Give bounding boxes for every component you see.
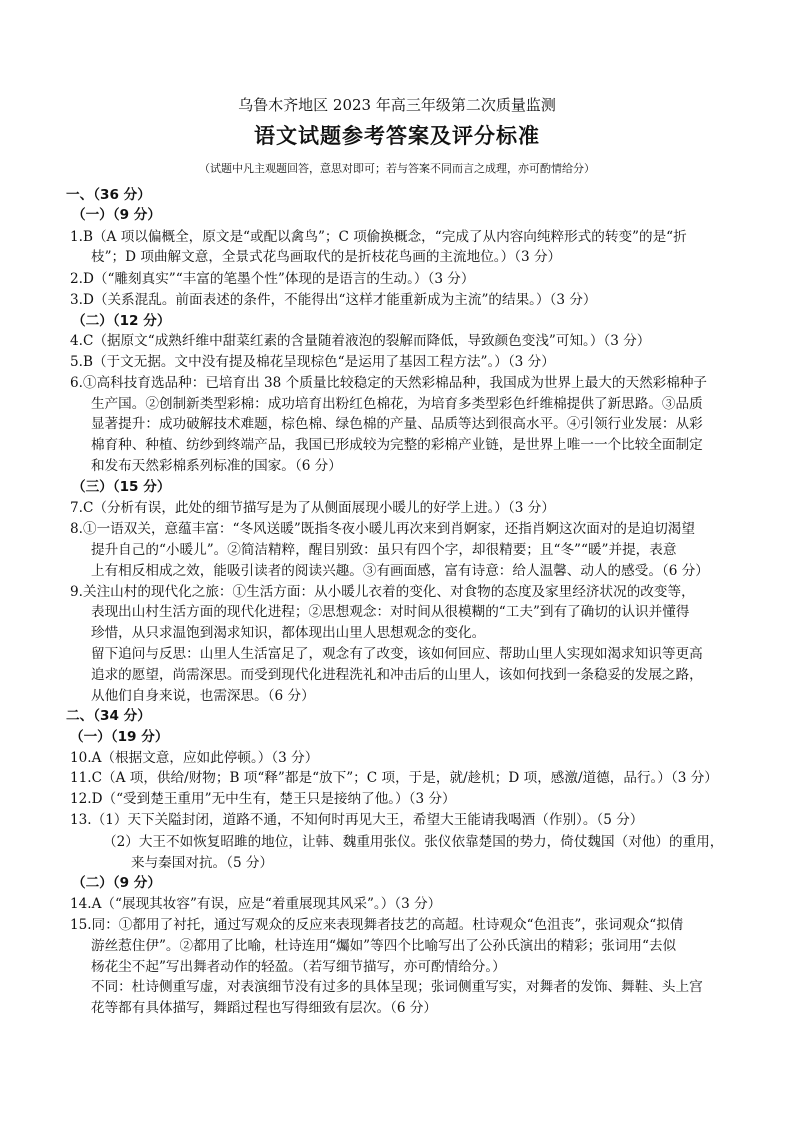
section-heading: （二）（12 分） [72,313,171,329]
answer-line: 14.A（“展现其妆容”有误，应是“着重展现其风采”。）（3 分） [70,896,442,912]
answer-line: 从他们自身来说，也需深思。（6 分） [91,688,315,704]
answer-line: 杨花尘不起”写出舞者动作的轻盈。（若写细节描写，亦可酌情给分。） [91,959,506,975]
answer-line: 11.C（A 项，供给/财物；B 项“释”都是“放下”；C 项，于是，就/趁机；D 项，感激/道德，品行。）（3 分） [70,770,718,786]
answer-line: 10.A（根据文意，应如此停顿。）（3 分） [70,750,319,766]
answer-line: 4.C（据原文“成熟纤维中甜菜红素的含量随着液泡的裂解而降低，导致颜色变浅”可知。）（3 分） [70,333,651,349]
section-heading: 一、（36 分） [66,187,151,203]
page-title: 语文试题参考答案及评分标准 [254,124,540,148]
section-heading: （一）（9 分） [72,207,161,223]
answer-line: 留下追问与反思：山里人生活富足了，观念有了改变，该如何回应、帮助山里人实现如渴求知识等更高 [91,646,703,662]
answer-line: 珍惜，从只求温饱到渴求知识，都体现出山里人思想观念的变化。 [91,625,486,641]
answer-line: （2）大王不如恢复昭雎的地位，让韩、魏重用张仪。张仪依靠楚国的势力，倚仗魏国（对他）的重用， [103,834,724,850]
answer-line: 13.（1）天下关隘封闭，道路不通，不知何时再见大王，希望大王能请我喝酒（作别）。（5 分） [70,812,644,828]
exam-supertitle: 乌鲁木齐地区 2023 年高三年级第二次质量监测 [238,96,556,114]
answer-line: 9.关注山村的现代化之旅：①生活方面：从小暖儿衣着的变化、对食物的态度及家里经济状况的改变等， [70,584,695,600]
section-heading: （三）（15 分） [72,479,171,495]
section-heading: （一）（19 分） [70,729,169,745]
answer-line: 游丝惹住伊”。②都用了比喻，杜诗连用“爥如”等四个比喻写出了公孙氏演出的精彩；张词用“去似 [91,938,677,954]
answer-line: 2.D（“雕刻真实”“丰富的笔墨个性”体现的是语言的生动。）（3 分） [70,271,475,287]
answer-line: 6.①高科技育选品种：已培育出 38 个质量比较稳定的天然彩棉品种，我国成为世界上最大的天然彩棉种子 [70,375,708,391]
answer-line: 1.B（A 项以偏概全，原文是“或配以禽鸟”；C 项偷换概念，“完成了从内容向纯粹形式的转变”的是“折 [70,229,687,245]
answer-line: 棉育种、种植、纺纱到终端产品，我国已形成较为完整的彩棉产业链，是世界上唯一一个比较全面制定 [91,437,703,453]
answer-line: 枝”；D 项曲解文意，全景式花鸟画取代的是折枝花鸟画的主流地位。）（3 分） [91,249,562,265]
answer-line: 8.①一语双关，意蕴丰富：“冬风送暖”既指冬夜小暖儿再次来到肖婀家，还指肖婀这次面对的是迫切渴望 [70,521,695,537]
answer-line: 花等都有具体描写，舞蹈过程也写得细致有层次。（6 分） [91,1000,438,1016]
grading-note: （试题中凡主观题回答，意思对即可；若与答案不同而言之成理，亦可酌情给分） [199,162,595,175]
answer-line: 5.B（于文无据。文中没有提及棉花呈现棕色“是运用了基因工程方法”。）（3 分） [70,354,555,370]
answer-line: 表现出山村生活方面的现代化进程；②思想观念：对时间从很模糊的“工夫”到有了确切的认识并懂得 [91,604,690,620]
answer-line: 3.D（关系混乱。前面表述的条件，不能得出“这样才能重新成为主流”的结果。）（3 分） [70,292,597,308]
answer-line: 不同：杜诗侧重写虚，对表演细节没有过多的具体呈现；张词侧重写实，对舞者的发饰、舞鞋、头上宫 [91,979,703,995]
section-heading: （二）（9 分） [72,875,161,891]
answer-line: 12.D（“受到楚王重用”无中生有，楚王只是接纳了他。）（3 分） [70,791,456,807]
answer-line: 生产国。②创制新类型彩棉：成功培育出粉红色棉花，为培育多类型彩色纤维棉提供了新思路。③品质 [91,396,703,412]
answer-line: 提升自己的“小暖儿”。②简洁精粹，醒目别致：虽只有四个字，却很精要；且“冬”“暖”并提，表意 [91,542,677,558]
answer-line: 7.C（分析有误，此处的细节描写是为了从侧面展现小暖儿的好学上进。）（3 分） [70,500,555,516]
answer-line: 和发布天然彩棉系列标准的国家。（6 分） [91,458,342,474]
answer-line: 追求的愿望，尚需深思。而受到现代化进程洗礼和冲击后的山里人，该如何找到一条稳妥的发展之路， [91,667,703,683]
answer-line: 来与秦国对抗。（5 分） [131,855,274,871]
answer-line: 上有相反相成之效，能吸引读者的阅读兴趣。③有画面感，富有诗意：给人温馨、动人的感受。（6 分） [91,563,709,579]
answer-line: 显著提升：成功破解技术难题，棕色棉、绿色棉的产量、品质等达到很高水平。④引领行业发展：从彩 [91,416,703,432]
answer-line: 15.同：①都用了衬托，通过写观众的反应来表现舞者技艺的高超。杜诗观众“色沮丧”，张词观众“拟倩 [70,917,684,933]
section-heading: 二、（34 分） [66,708,151,724]
